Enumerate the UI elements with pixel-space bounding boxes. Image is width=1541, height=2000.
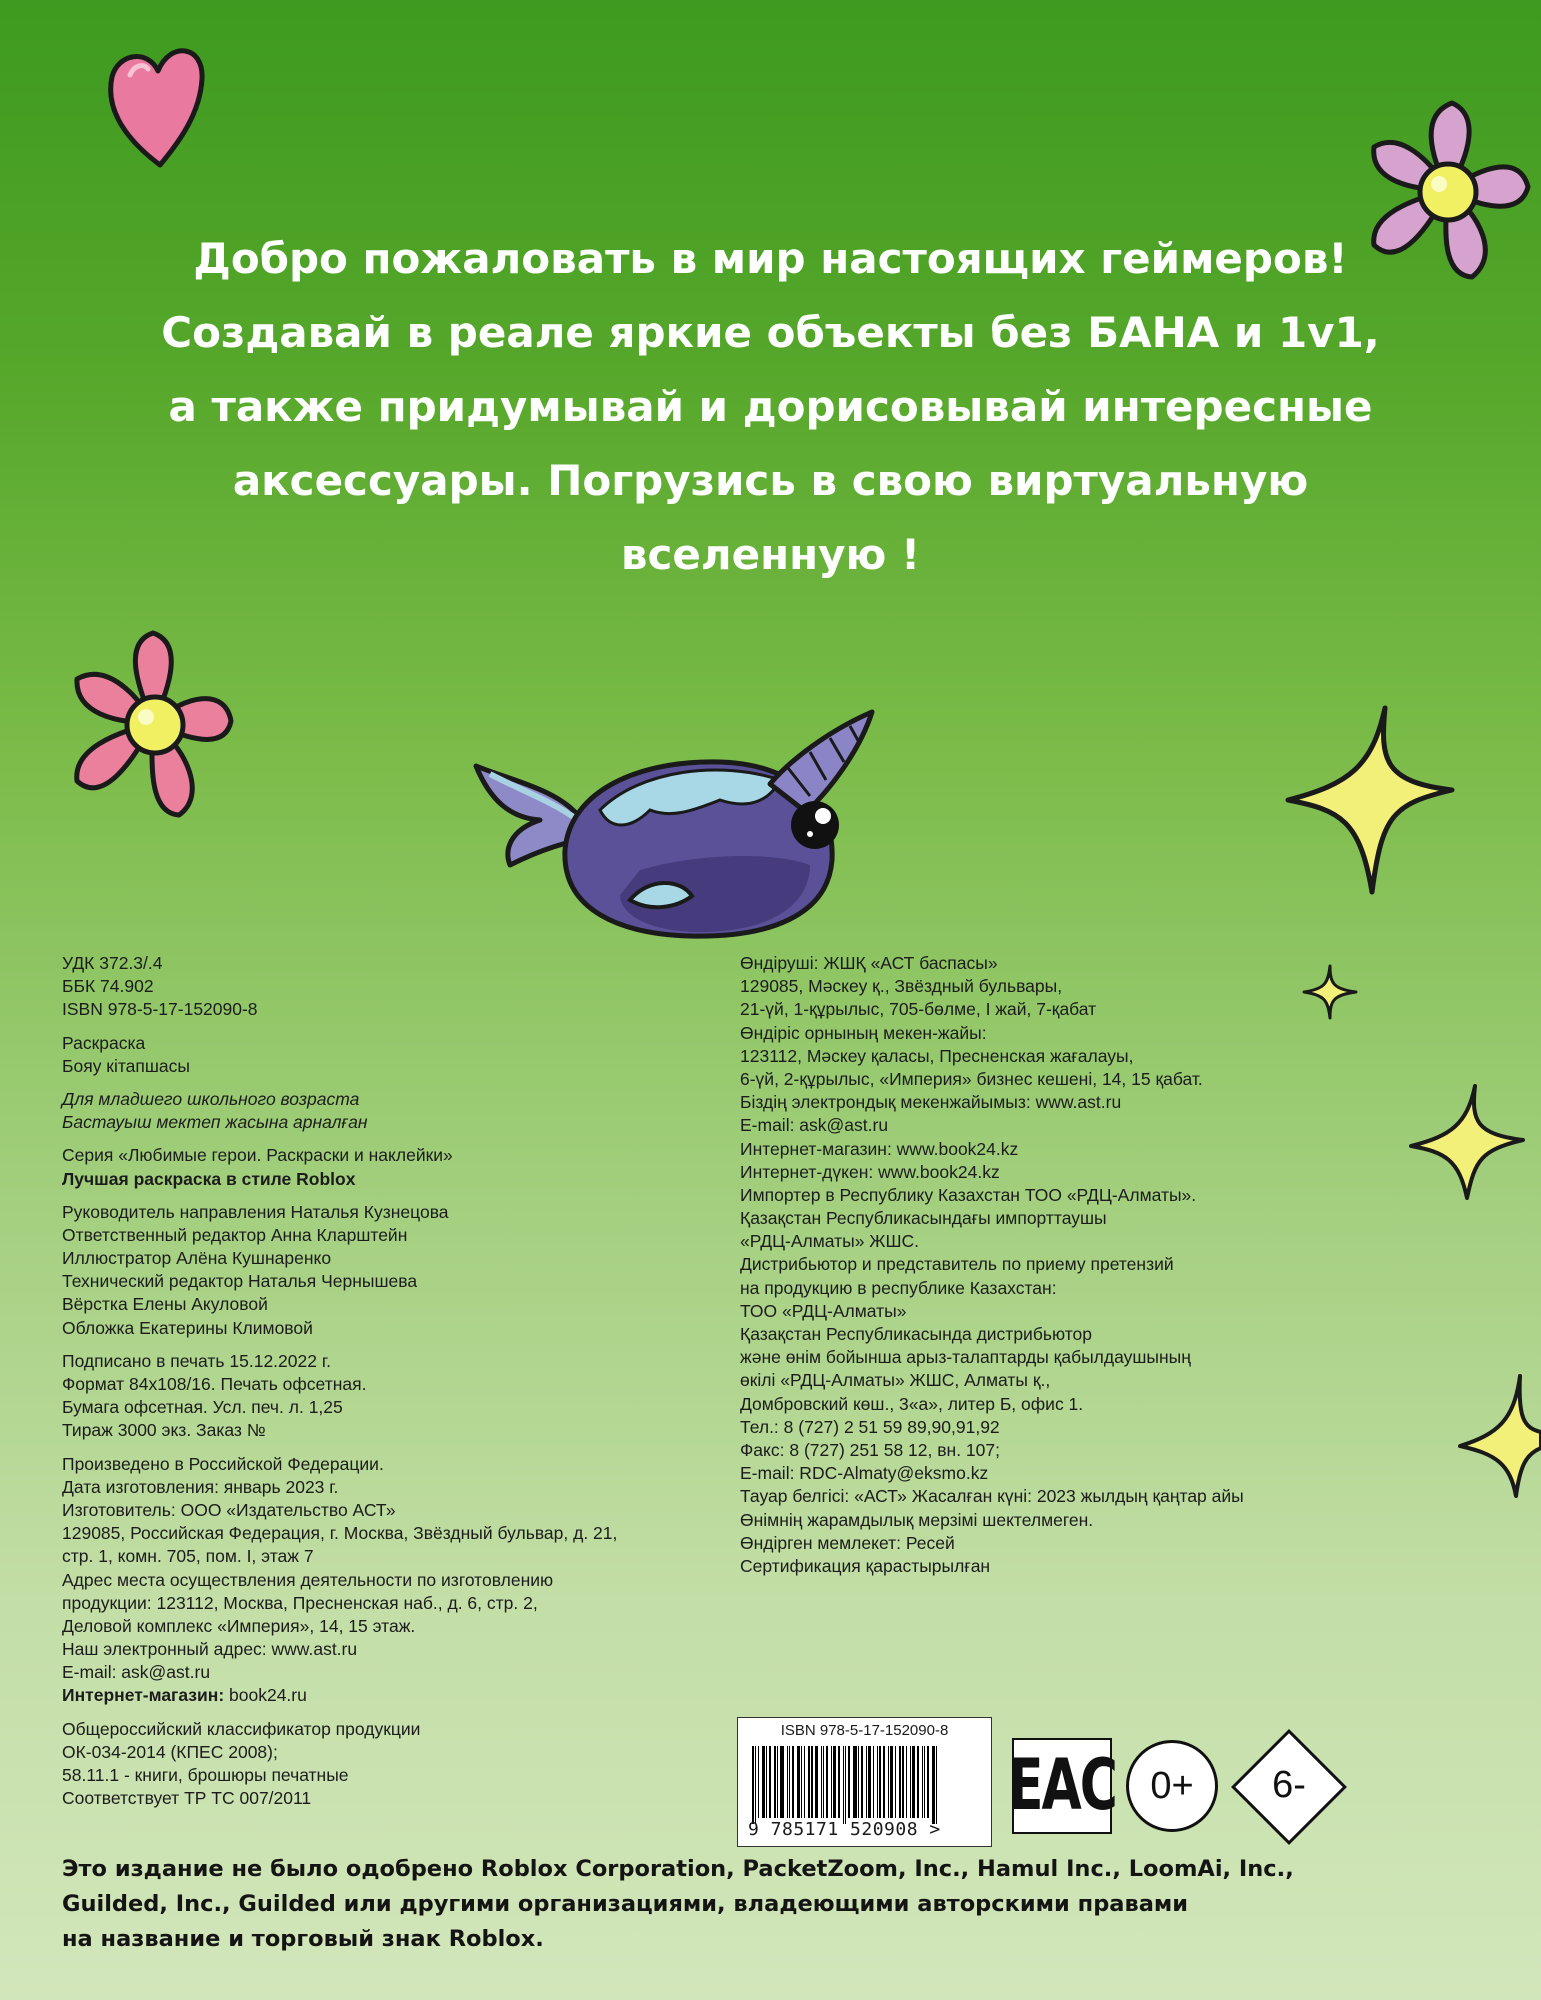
partial-star-decoration (1440, 1370, 1541, 1500)
heart-decoration (100, 35, 210, 175)
barcode-bar (774, 1746, 776, 1818)
barcode-bar (762, 1746, 765, 1818)
print-line: Формат 84x108/16. Печать офсетная. (62, 1374, 367, 1394)
barcode-bar (924, 1746, 925, 1818)
headline-line: Создавай в реале яркие объекты без БАНА и 1v1, (161, 308, 1380, 357)
imprint-right-line: 21-үй, 1-құрылыс, 705-бөлме, I жай, 7-қабат (740, 999, 1097, 1020)
barcode-bar (823, 1746, 824, 1818)
imprint-right-line: 129085, Мәскеу қ., Звёздный бульвары, (740, 976, 1063, 997)
print-line: Тираж 3000 экз. Заказ № (62, 1420, 266, 1441)
barcode-bars (752, 1746, 978, 1818)
barcode-bar (888, 1746, 889, 1818)
barcode-bar (936, 1746, 937, 1824)
credit-line: Руководитель направления Наталья Кузнецова (62, 1201, 449, 1222)
imprint-right-line: Біздің электрондық мекенжайымыз: www.ast.ru (740, 1092, 1122, 1113)
shop-value: book24.ru (224, 1685, 307, 1706)
barcode-bar (910, 1746, 911, 1818)
barcode-bar (866, 1746, 867, 1818)
imprint-right-line: Факс: 8 (727) 251 58 12, вн. 107; (740, 1439, 1000, 1460)
imprint-right-line: Өндіріс орнының мекен-жайы: (740, 1022, 987, 1043)
barcode-bar (917, 1746, 919, 1818)
imprint-right-line: Өндіруші: ЖШҚ «АСТ баспасы» (740, 953, 998, 973)
barcode-bar (755, 1746, 756, 1824)
imprint-left-column (62, 952, 617, 1810)
barcode-bar (808, 1746, 810, 1818)
headline-line: вселенную ! (620, 530, 921, 579)
production-line: Изготовитель: ООО «Издательство АСТ» (62, 1499, 396, 1520)
barcode-isbn-label: ISBN 978-5-17-152090-8 (780, 1722, 949, 1739)
shop-line (62, 1684, 617, 1707)
imprint-right-line: Тел.: 8 (727) 2 51 59 89,90,91,92 (740, 1416, 1000, 1437)
barcode-bar (912, 1746, 915, 1818)
disclaimer-line: Это издание не было одобрено Roblox Corporation, PacketZoom, Inc., Hamul Inc., LoomAi, Inc., (62, 1856, 1294, 1882)
isbn-line: ISBN 978-5-17-152090-8 (62, 999, 258, 1020)
barcode-bar (848, 1746, 850, 1818)
age-line: Для младшего школьного возраста (62, 1088, 360, 1109)
isbn-barcode (737, 1717, 992, 1847)
imprint-right-line: E-mail: RDC-Almaty@eksmo.kz (740, 1463, 989, 1484)
print-line: Подписано в печать 15.12.2022 г. (62, 1350, 331, 1371)
imprint-right-line: және өнім бойынша арыз-талаптарды қабылдаушының (740, 1347, 1191, 1368)
genre-kz-line: Бояу кітапшасы (62, 1055, 190, 1076)
age-rating-diamond (1230, 1728, 1348, 1846)
headline-line: а также придумывай и дорисовывай интересные (168, 382, 1373, 431)
barcode-bar (877, 1746, 878, 1818)
barcode-bar (758, 1746, 759, 1818)
production-line: 129085, Российская Федерация, г. Москва, Звёздный бульвар, д. 21, (62, 1523, 618, 1544)
disclaimer-line: Guilded, Inc., Guilded или другими организациями, владеющими авторскими правами (62, 1891, 1189, 1917)
imprint-right-line: Тауар белгісі: «АСТ» Жасалған күні: 2023 жылдың қаңтар айы (740, 1486, 1244, 1507)
credit-line: Технический редактор Наталья Чернышева (62, 1271, 418, 1292)
barcode-bar (843, 1746, 844, 1824)
imprint-right-line: Қазақстан Республикасында дистрибьютор (740, 1324, 1092, 1344)
headline-line: аксессуары. Погрузись в свою виртуальную (232, 456, 1309, 505)
imprint-right-line: «РДЦ-Алматы» ЖШС. (740, 1231, 920, 1252)
imprint-right-line: өкілі «РДЦ-Алматы» ЖШС, Алматы қ., (740, 1370, 1051, 1391)
credit-line: Вёрстка Елены Акуловой (62, 1294, 268, 1315)
imprint-right-line: ТОО «РДЦ-Алматы» (740, 1300, 907, 1321)
barcode-bar (838, 1746, 840, 1818)
barcode-bar (787, 1746, 788, 1818)
imprint-right-line: Дистрибьютор и представитель по приему претензий (740, 1254, 1174, 1275)
imprint-right-line: Импортер в Республику Казахстан ТОО «РДЦ-Алматы». (740, 1184, 1197, 1205)
barcode-bar (873, 1746, 874, 1818)
eac-mark (1008, 1738, 1116, 1834)
barcode-bar (890, 1746, 893, 1818)
small-star-decoration (1300, 962, 1360, 1022)
disclaimer (62, 1852, 1294, 1957)
barcode-bar (883, 1746, 885, 1818)
production-line: стр. 1, комн. 705, пом. I, этаж 7 (62, 1546, 314, 1567)
production-line: Произведено в Российской Федерации. (62, 1453, 384, 1474)
production-line: E-mail: ask@ast.ru (62, 1662, 211, 1683)
classifier-line: ОК-034-2014 (КПЕС 2008); (62, 1741, 278, 1762)
barcode-bar (766, 1746, 767, 1818)
udk-line: УДК 372.3/.4 (62, 953, 163, 973)
barcode-bar (899, 1746, 901, 1818)
production-line: Адрес места осуществления деятельности по изготовлению (62, 1569, 554, 1590)
barcode-bar (895, 1746, 896, 1818)
age-rating-circle (1126, 1740, 1218, 1832)
imprint-right-line: Интернет-дүкен: www.book24.kz (740, 1161, 1000, 1182)
eac-label: EAC (1008, 1745, 1116, 1827)
production-line: Деловой комплекс «Империя», 14, 15 этаж. (62, 1615, 416, 1636)
barcode-bar (826, 1746, 828, 1818)
barcode-bar (902, 1746, 904, 1818)
imprint-right-line: E-mail: ask@ast.ru (740, 1115, 889, 1136)
barcode-bar (789, 1746, 790, 1818)
imprint-right-line: 123112, Мәскеу қаласы, Пресненская жағалауы, (740, 1045, 1134, 1066)
barcode-bar (804, 1746, 805, 1818)
credit-line: Обложка Екатерины Климовой (62, 1317, 313, 1338)
imprint-right-line: Сертификация қарастырылған (740, 1555, 991, 1576)
imprint-right-line: Қазақстан Республикасындағы импорттаушы (740, 1208, 1107, 1229)
shop-label: Интернет-магазин: (62, 1685, 225, 1706)
barcode-bar (821, 1746, 822, 1818)
barcode-bar (833, 1746, 836, 1818)
bbk-line: ББК 74.902 (62, 976, 154, 997)
barcode-bar (769, 1746, 771, 1818)
classifier-line: Соответствует ТР ТС 007/2011 (62, 1788, 312, 1809)
barcode-bar (932, 1746, 935, 1824)
barcode-bar (906, 1746, 907, 1818)
imprint-right-line: Өнімнің жарамдылық мерзімі шектелмеген. (740, 1509, 1094, 1530)
classifier-line: Общероссийский классификатор продукции (62, 1718, 421, 1739)
barcode-digits: 9 785171 520908 > (748, 1819, 941, 1840)
barcode-bar (811, 1746, 813, 1818)
imprint-right-line: Өндірген мемлекет: Ресей (740, 1532, 955, 1553)
barcode-bar (868, 1746, 871, 1818)
age-rating-diamond-label: 6- (1272, 1764, 1306, 1806)
imprint-right-column (740, 952, 1244, 1578)
imprint-right-line: 6-үй, 2-құрылыс, «Империя» бизнес кешені, 14, 15 қабат. (740, 1068, 1203, 1089)
imprint-right-line: Интернет-магазин: www.book24.kz (740, 1138, 1019, 1159)
barcode-bar (861, 1746, 863, 1818)
narwhal-illustration (470, 700, 910, 950)
barcode-bar (879, 1746, 881, 1818)
barcode-bar (752, 1746, 754, 1824)
barcode-bar (858, 1746, 859, 1818)
barcode-bar (853, 1746, 857, 1818)
imprint-right-line: Домбровский көш., 3«а», литер Б, офис 1. (740, 1393, 1084, 1414)
print-line: Бумага офсетная. Усл. печ. л. 1,25 (62, 1397, 343, 1418)
classifier-line: 58.11.1 - книги, брошюры печатные (62, 1765, 349, 1785)
production-line: продукции: 123112, Москва, Пресненская наб., д. 6, стр. 2, (62, 1592, 538, 1613)
headline (0, 222, 1541, 592)
disclaimer-line: на название и торговый знак Roblox. (62, 1926, 544, 1952)
barcode-bar (801, 1746, 802, 1818)
pink-flower-decoration (65, 625, 240, 835)
barcode-bar (792, 1746, 794, 1818)
medium-star-decoration (1405, 1080, 1530, 1205)
series-line: Серия «Любимые герои. Раскраски и наклейки» (62, 1145, 453, 1166)
headline-line: Добро пожаловать в мир настоящих геймеров! (193, 234, 1348, 283)
credit-line: Иллюстратор Алёна Кушнаренко (62, 1248, 332, 1269)
barcode-bar (797, 1746, 800, 1818)
production-line: Дата изготовления: январь 2023 г. (62, 1476, 339, 1497)
big-star-decoration (1280, 700, 1460, 900)
barcode-bar (831, 1746, 832, 1818)
barcode-bar (922, 1746, 923, 1818)
barcode-bar (815, 1746, 818, 1818)
imprint-right-line: на продукцию в республике Казахстан: (740, 1277, 1057, 1298)
barcode-bar (845, 1746, 846, 1824)
barcode-bar (927, 1746, 929, 1818)
credit-line: Ответственный редактор Анна Кларштейн (62, 1224, 408, 1245)
production-line: Наш электронный адрес: www.ast.ru (62, 1639, 358, 1660)
age-rating-circle-label: 0+ (1150, 1764, 1194, 1807)
barcode-bar (777, 1746, 778, 1818)
book-title: Лучшая раскраска в стиле Roblox (62, 1168, 356, 1189)
barcode-bar (780, 1746, 784, 1818)
genre-line: Раскраска (62, 1032, 146, 1053)
age-kz-line: Бастауыш мектеп жасына арналған (62, 1112, 368, 1133)
